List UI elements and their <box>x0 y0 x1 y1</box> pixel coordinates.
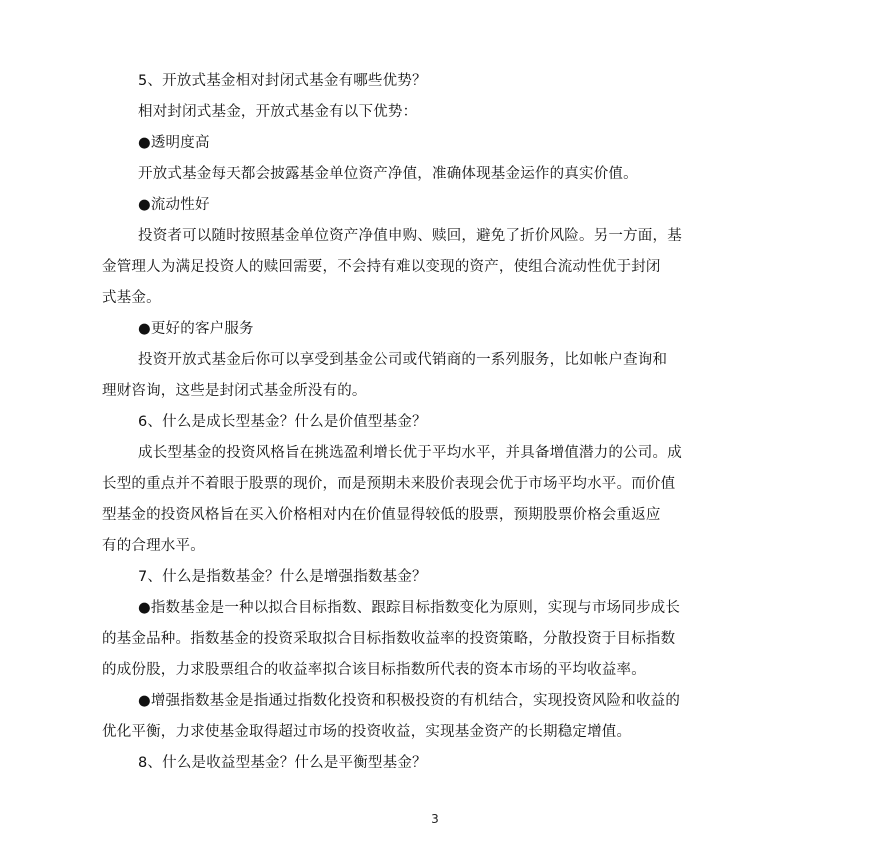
paragraph-liquidity-line-2: 金管理人为满足投资人的赎回需要，不会持有难以变现的资产，使组合流动性优于封闭 <box>102 259 661 275</box>
paragraph-growth-line-2: 长型的重点并不着眼于股票的现价，而是预期未来股价表现会优于市场平均水平。而价值 <box>102 476 676 492</box>
paragraph-growth-line-1: 成长型基金的投资风格旨在挑选盈利增长优于平均水平，并具备增值潜力的公司。成 <box>138 445 682 461</box>
question-8-heading: 8、什么是收益型基金？什么是平衡型基金？ <box>138 755 427 771</box>
paragraph-service-line-2: 理财咨询，这些是封闭式基金所没有的。 <box>102 383 367 399</box>
document-body <box>102 66 786 779</box>
bullet-liquidity: ●流动性好 <box>138 197 210 213</box>
paragraph-liquidity-line-1: 投资者可以随时按照基金单位资产净值申购、赎回，避免了折价风险。另一方面，基 <box>138 228 682 244</box>
paragraph-growth-line-3: 型基金的投资风格旨在买入价格相对内在价值显得较低的股票，预期股票价格会重返应 <box>102 507 661 523</box>
question-5-intro: 相对封闭式基金，开放式基金有以下优势： <box>138 104 418 120</box>
paragraph-index-line-2: 的基金品种。指数基金的投资采取拟合目标指数收益率的投资策略，分散投资于目标指数 <box>102 631 676 647</box>
paragraph-service-line-1: 投资开放式基金后你可以享受到基金公司或代销商的一系列服务，比如帐户查询和 <box>138 352 668 368</box>
bullet-customer-service: ●更好的客户服务 <box>138 321 254 337</box>
paragraph-transparency: 开放式基金每天都会披露基金单位资产净值，准确体现基金运作的真实价值。 <box>138 166 638 182</box>
question-7-heading: 7、什么是指数基金？什么是增强指数基金？ <box>138 569 427 585</box>
paragraph-growth-line-4: 有的合理水平。 <box>102 538 205 554</box>
paragraph-enhanced-index-line-2: 优化平衡，力求使基金取得超过市场的投资收益，实现基金资产的长期稳定增值。 <box>102 724 632 740</box>
paragraph-liquidity-line-3: 式基金。 <box>102 290 161 306</box>
paragraph-index-line-3: 的成份股，力求股票组合的收益率拟合该目标指数所代表的资本市场的平均收益率。 <box>102 662 646 678</box>
question-5-heading: 5、开放式基金相对封闭式基金有哪些优势？ <box>138 73 427 89</box>
paragraph-enhanced-index-line-1: ●增强指数基金是指通过指数化投资和积极投资的有机结合，实现投资风险和收益的 <box>138 693 681 709</box>
paragraph-index-line-1: ●指数基金是一种以拟合目标指数、跟踪目标指数变化为原则，实现与市场同步成长 <box>138 600 681 616</box>
question-6-heading: 6、什么是成长型基金？什么是价值型基金？ <box>138 414 427 430</box>
bullet-transparency: ●透明度高 <box>138 135 210 151</box>
page-number: 3 <box>431 812 439 826</box>
